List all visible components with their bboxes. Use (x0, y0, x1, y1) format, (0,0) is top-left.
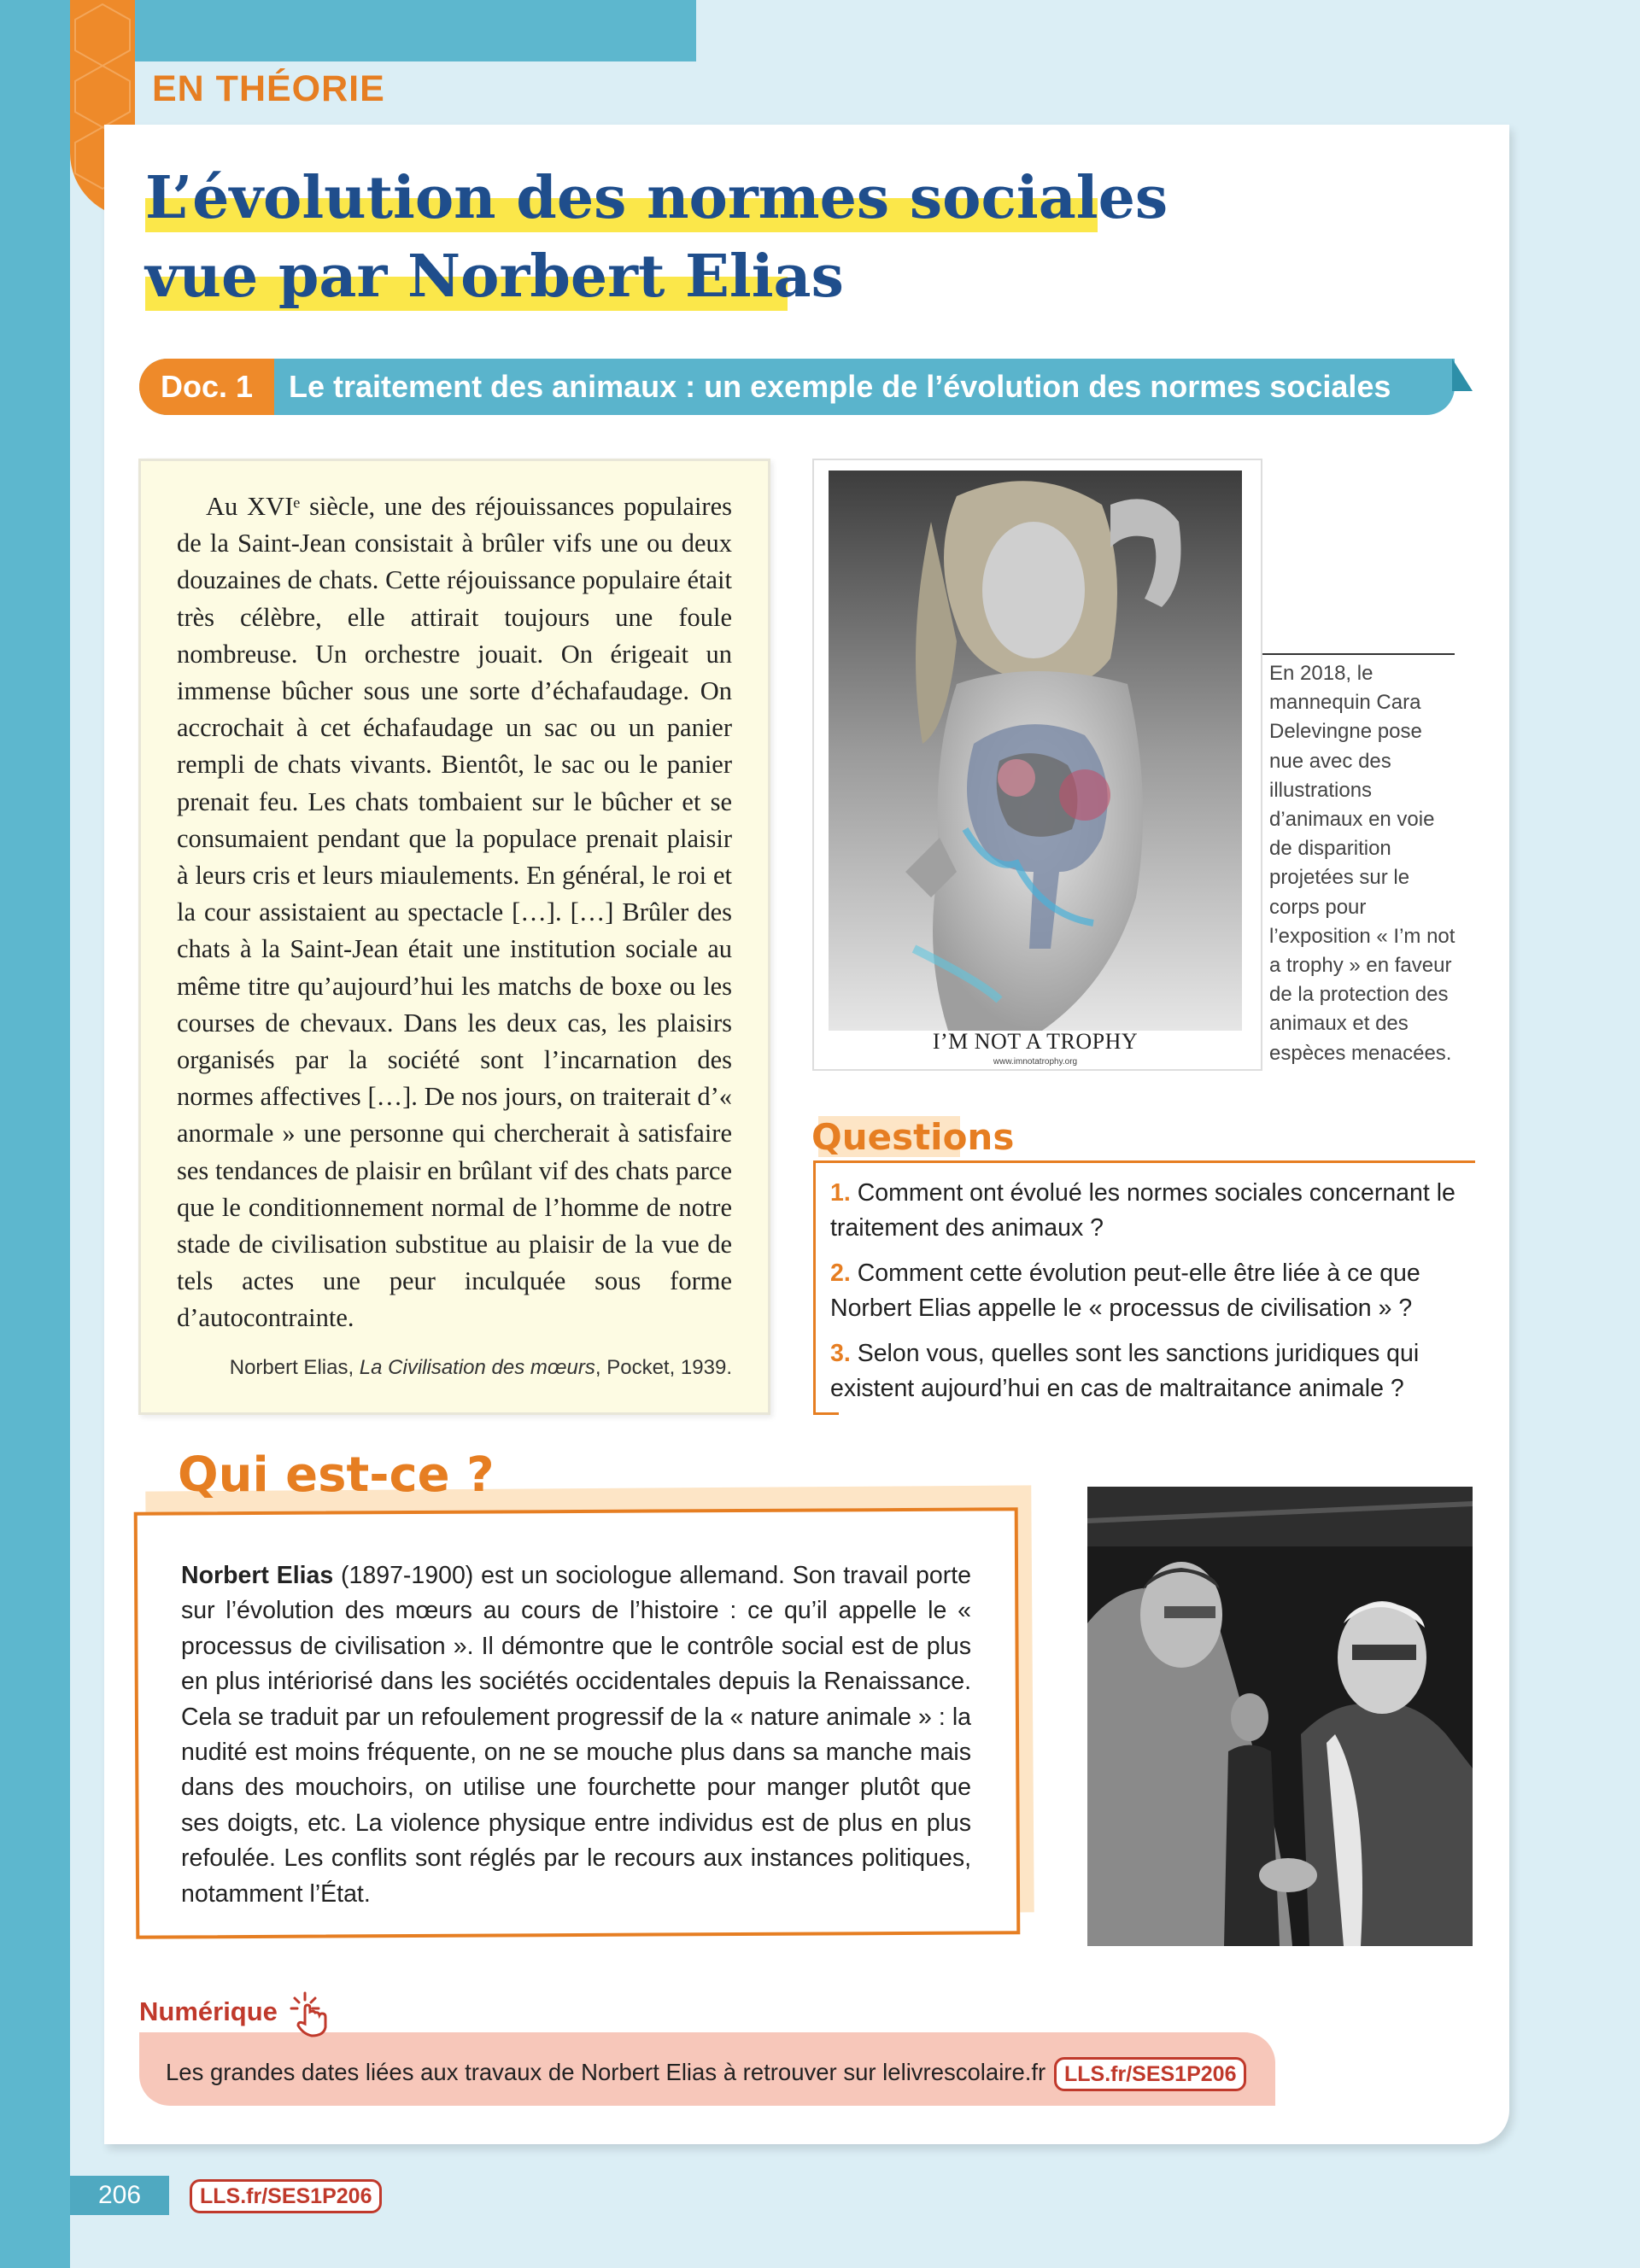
question-text: Comment ont évolué les normes sociales concernant le traitement des animaux ? (830, 1179, 1456, 1242)
question-number: 3. (830, 1340, 851, 1367)
question-number: 1. (830, 1179, 851, 1207)
excerpt-box (138, 459, 770, 1415)
page-title (145, 159, 1168, 316)
who-title: Qui est-ce ? (178, 1447, 495, 1503)
page-number: 206 (97, 2181, 142, 2209)
who-text (181, 1558, 971, 1912)
citation-title: La Civilisation des mœurs (359, 1355, 595, 1379)
elias-photo (1087, 1487, 1473, 1946)
trophy-photo (829, 471, 1242, 1031)
numerique-text: Les grandes dates liées aux travaux de Norbert Elias à retrouver sur lelivrescolaire.fr (166, 2059, 1046, 2085)
doc-title: Le traitement des animaux : un exemple de l’évolution des normes sociales (289, 369, 1391, 404)
doc-header-corner (1452, 359, 1473, 391)
excerpt-text: Au XVIᵉ siècle, une des réjouissances populaires de la Saint-Jean consistait à brûler vifs une ou deux douzaines de chats. Cette réjouissance populaire était très célèbre, elle attirait toujours une foule nombreuse. Un orchestre jouait. On érigeait un immense bûcher sous une sorte d’échafaudage. On accrochait à cet échafaudage un sac ou un panier rempli de chats vivants. Bientôt, le sac ou le panier prenait feu. Les chats tombaient sur le bûcher et se consumaient pendant que la populace prenait plaisir à leurs cris et leurs miaulements. En général, le roi et la cour assistaient au spectacle […]. […] Brûler des chats à la Saint-Jean était une institution sociale au même titre qu’aujourd’hui les matchs de boxe ou les courses de chevaux. Dans les deux cas, les plaisirs organisés par la société sont l’incarnation des normes affectives […]. De nos jours, on traiterait d’« anormale » une personne qui chercherait à satisfaire ses tendances de plaisir en brûlant vif des chats parce que le conditionnement normal de l’homme de notre stade de civilisation substitue au plaisir de la vue de tels actes une peur inculquée sous forme d’autocontrainte. (177, 492, 732, 1333)
questions-rule (813, 1160, 1475, 1163)
questions-title: Questions (811, 1116, 1015, 1158)
numerique-label: Numérique (139, 1996, 278, 2026)
numerique-link[interactable]: LLS.fr/SES1P206 (1054, 2057, 1246, 2091)
pointer-click-icon (286, 1990, 337, 2043)
who-description: (1897-1900) est un sociologue allemand. Son travail porte sur l’évolution des mœurs au cours de l’histoire : ce qu’il appelle le « processus de civilisation ». Il démontre que le contrôle social est de plus en plus intériorisé dans les sociétés occidentales depuis la Renaissance. Cela se traduit par un refoulement progressif de la « nature animale » : la nudité est moins fréquente, on ne se mouche plus dans sa manche mais dans des mouchoirs, on utilise une fourchette pour manger plutôt que ses doigts, etc. La violence physique entre individus est de plus en plus refoulée. Les conflits sont réglés par le recours aux instances politiques, notamment l’État. (181, 1562, 971, 1908)
doc-tag: Doc. 1 (139, 359, 274, 415)
questions-list (830, 1176, 1462, 1417)
photo-caption: En 2018, le mannequin Cara Delevingne pose nue avec des illustrations d’animaux en voie de disparition projetées sur le corps pour l’exposition « I’m not a trophy » en faveur de la protection des animaux et des espèces menacées. (1269, 662, 1456, 1065)
top-color-band (70, 0, 696, 61)
footer-link[interactable]: LLS.fr/SES1P206 (190, 2179, 382, 2213)
question-3 (830, 1336, 1462, 1406)
page-title-line-1: L’évolution des normes sociales (145, 164, 1168, 232)
question-text: Selon vous, quelles sont les sanctions juridiques qui existent aujourd’hui en cas de maltraitance animale ? (830, 1340, 1420, 1402)
left-color-band (0, 0, 70, 2268)
citation-rest: , Pocket, 1939. (594, 1355, 732, 1379)
excerpt-citation (177, 1356, 732, 1380)
question-2 (830, 1256, 1462, 1326)
section-label: EN THÉORIE (152, 68, 385, 109)
question-1 (830, 1176, 1462, 1246)
citation-author: Norbert Elias, (229, 1355, 360, 1379)
photo-slogan: I’M NOT A TROPHY (932, 1029, 1139, 1054)
question-number: 2. (830, 1260, 851, 1287)
who-name: Norbert Elias (181, 1562, 334, 1589)
question-text: Comment cette évolution peut-elle être liée à ce que Norbert Elias appelle le « processus de civilisation » ? (830, 1260, 1420, 1322)
photo-url: www.imnotatrophy.org (993, 1057, 1078, 1067)
page-title-line-2: vue par Norbert Elias (145, 243, 844, 311)
caption-divider (1262, 653, 1455, 655)
